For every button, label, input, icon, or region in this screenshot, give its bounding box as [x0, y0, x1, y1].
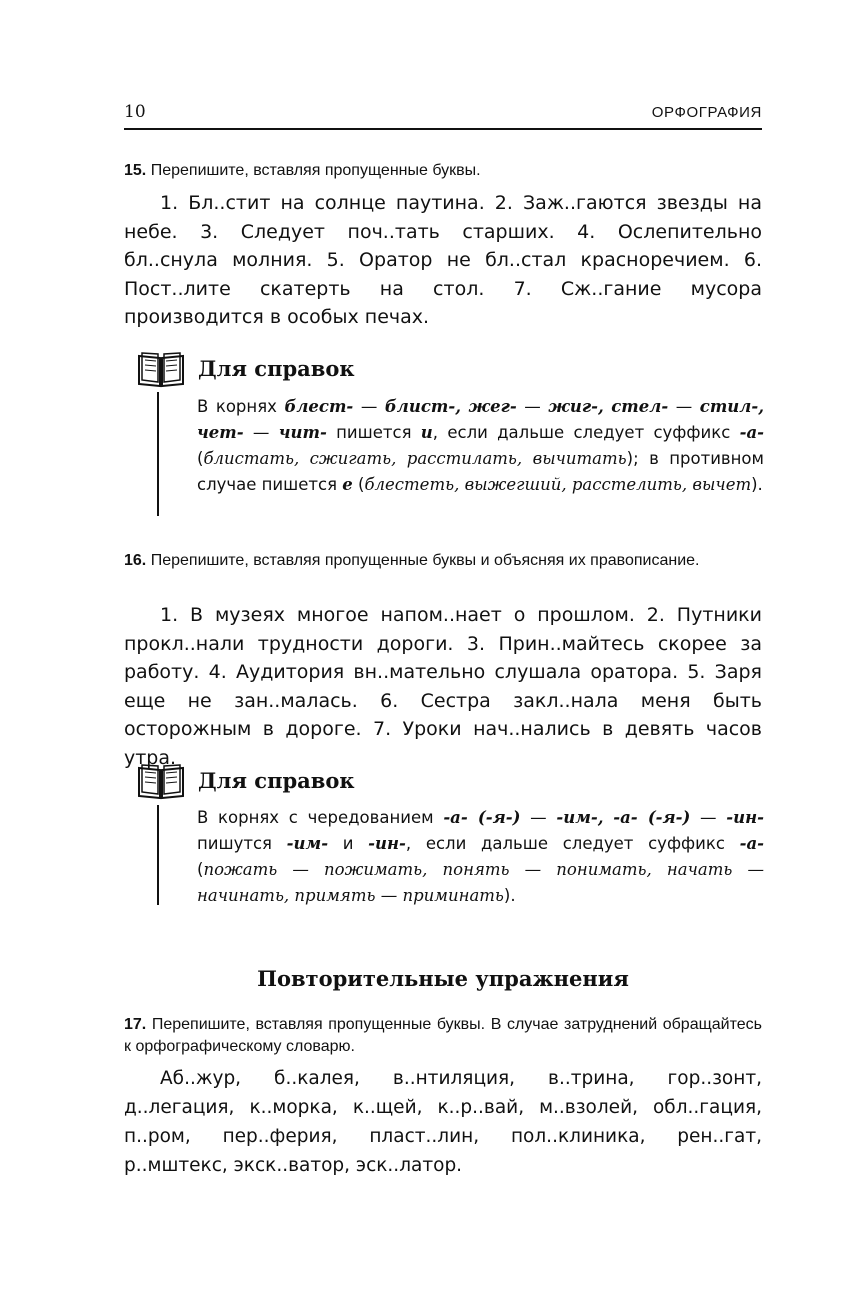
reference-text: В корнях с чередованием -а- (-я-) — -им-, -а- (-я-) — -ин- пишутся -им- и -ин-, если дальше следует суффикс -а- (пожать — пожимать, понять — понимать, начать — начинать, примять — приминать). [197, 808, 764, 905]
exercise-15-text: 1. Бл..стит на солнце паутина. 2. Заж..гаются звезды на небе. 3. Следует поч..тать старших. 4. Ослепительно бл..снула молния. 5. Оратор не бл..стал красноречием. 6. Пост..лите скатерть на стол. 7. Сж..гание мусора производится в особых печах. [124, 192, 762, 328]
reference-header [136, 760, 756, 806]
exercise-number: 17. [124, 1016, 147, 1033]
exercise-17-word-list: Аб..жур, б..калея, в..нтиляция, в..трина, гор..зонт, д..легация, к..морка, к..щей, к..р..вай, м..взолей, обл..гация, п..ром, пер..ферия, пласт..лин, пол..клиника, рен..гат, р..мштекс, экск..ватор, эск..латор. [124, 1068, 762, 1176]
section-title: ОРФОГРАФИЯ [651, 104, 762, 121]
exercise-number: 16. [124, 552, 147, 569]
task-instruction: Перепишите, вставляя пропущенные буквы. [150, 162, 481, 179]
reference-title: Для справок [198, 768, 355, 793]
reference-title: Для справок [198, 356, 355, 381]
reference-block [157, 805, 764, 905]
exercise-16-text: 1. В музеях многое напом..нает о прошлом. 2. Путники прокл..нали трудности дороги. 3. Прин..майтесь скорее за работу. 4. Аудитория вн..мательно слушала оратора. 5. Заря еще не зан..малась. 6. Сестра закл..нала меня быть осторожным в дороге. 7. Уроки нач..нались в девять часов утра. [124, 604, 762, 769]
reference-header [136, 348, 756, 394]
task-instruction: Перепишите, вставляя пропущенные буквы и объясняя их правописание. [150, 552, 700, 569]
page-number: 10 [124, 102, 146, 122]
running-head [124, 100, 762, 130]
reference-block [157, 392, 764, 516]
reference-text: В корнях блест- — блист-, жег- — жиг-, стел- — стил-, чет- — чит- пишется и, если дальше следует суффикс -а- (блистать, сжигать, расстилать, вычитать); в противном случае пишется е (блестеть, выжегший, расстелить, вычет). [197, 397, 764, 494]
exercise-16-task [124, 550, 762, 572]
task-instruction: Перепишите, вставляя пропущенные буквы. В случае затруднений обращайтесь к орфографическому словарю. [124, 1016, 762, 1055]
section-heading: Повторительные упражнения [257, 966, 629, 991]
exercise-number: 15. [124, 162, 147, 179]
open-book-icon [136, 348, 186, 388]
exercise-17-task [124, 1014, 762, 1058]
open-book-icon [136, 760, 186, 800]
exercise-15-task [124, 160, 762, 182]
